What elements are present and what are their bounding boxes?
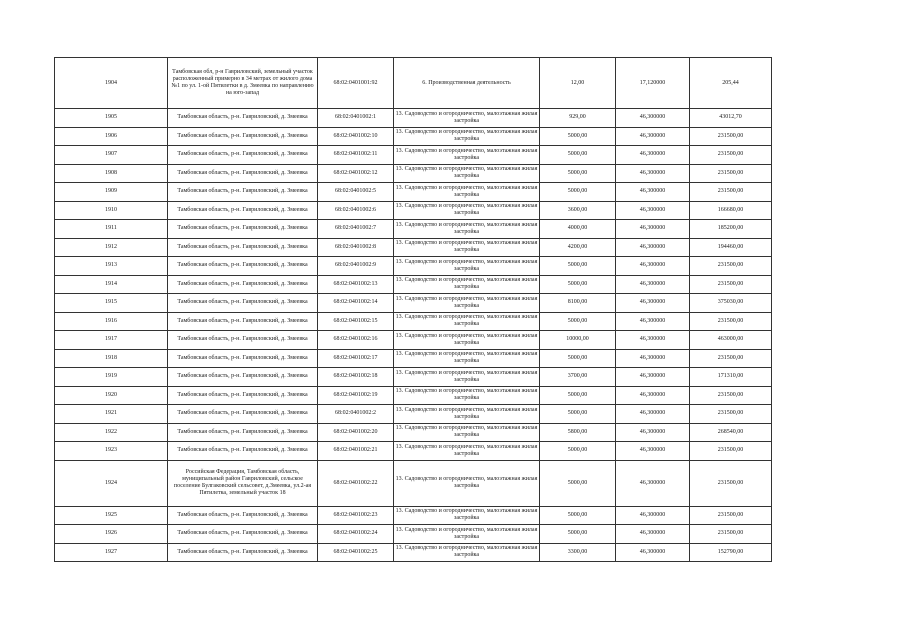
address-cell: Тамбовская область, р-н. Гавриловский, д. Змеевка bbox=[168, 423, 318, 442]
table-row bbox=[55, 58, 772, 109]
cadastral-value-cell: 43012,70 bbox=[690, 109, 772, 128]
area-cell: 4200,00 bbox=[540, 238, 616, 257]
cadastral-value-cell: 231500,00 bbox=[690, 275, 772, 294]
row-number: 1917 bbox=[55, 331, 168, 350]
row-number: 1910 bbox=[55, 201, 168, 220]
specific-value-cell: 46,300000 bbox=[616, 543, 690, 562]
row-number: 1914 bbox=[55, 275, 168, 294]
cadastral-value-cell: 231500,00 bbox=[690, 460, 772, 506]
table-row bbox=[55, 220, 772, 239]
address-cell: Тамбовская область, р-н. Гавриловский, д. Змеевка bbox=[168, 127, 318, 146]
area-cell: 5000,00 bbox=[540, 257, 616, 276]
specific-value-cell: 46,300000 bbox=[616, 294, 690, 313]
table-row bbox=[55, 349, 772, 368]
row-number: 1921 bbox=[55, 405, 168, 424]
land-use-cell: 13. Садоводство и огородничество, малоэтажная жилая застройка bbox=[394, 183, 540, 202]
cadastral-value-cell: 185200,00 bbox=[690, 220, 772, 239]
cadastral-number-cell: 68:02:0401002:11 bbox=[318, 146, 394, 165]
area-cell: 5000,00 bbox=[540, 386, 616, 405]
row-number: 1926 bbox=[55, 525, 168, 544]
area-cell: 3700,00 bbox=[540, 368, 616, 387]
area-cell: 3300,00 bbox=[540, 543, 616, 562]
address-cell: Тамбовская область, р-н. Гавриловский, д. Змеевка bbox=[168, 405, 318, 424]
land-use-cell: 13. Садоводство и огородничество, малоэтажная жилая застройка bbox=[394, 257, 540, 276]
address-cell: Тамбовская область, р-н. Гавриловский, д. Змеевка bbox=[168, 275, 318, 294]
cadastral-value-cell: 231500,00 bbox=[690, 146, 772, 165]
row-number: 1916 bbox=[55, 312, 168, 331]
address-cell: Тамбовская область, р-н. Гавриловский, д. Змеевка bbox=[168, 183, 318, 202]
cadastral-number-cell: 68:02:0401002:12 bbox=[318, 164, 394, 183]
address-cell: Тамбовская область, р-н. Гавриловский, д. Змеевка bbox=[168, 442, 318, 461]
land-use-cell: 13. Садоводство и огородничество, малоэтажная жилая застройка bbox=[394, 386, 540, 405]
area-cell: 5000,00 bbox=[540, 506, 616, 525]
cadastral-number-cell: 68:02:0401002:9 bbox=[318, 257, 394, 276]
cadastral-number-cell: 68:02:0401002:23 bbox=[318, 506, 394, 525]
area-cell: 5800,00 bbox=[540, 423, 616, 442]
cadastral-number-cell: 68:02:0401002:18 bbox=[318, 368, 394, 387]
cadastral-number-cell: 68:02:0401002:25 bbox=[318, 543, 394, 562]
table-row bbox=[55, 460, 772, 506]
cadastral-value-cell: 152790,00 bbox=[690, 543, 772, 562]
address-cell: Тамбовская обл, р-н Гавриловский, земельный участок расположенный примерно в 34 метрах от жилого дома №1 по ул. 1-ой Пятилетки в д. Змеевка по направлению на юго-запад bbox=[168, 58, 318, 109]
area-cell: 5000,00 bbox=[540, 312, 616, 331]
land-use-cell: 13. Садоводство и огородничество, малоэтажная жилая застройка bbox=[394, 220, 540, 239]
specific-value-cell: 46,300000 bbox=[616, 164, 690, 183]
row-number: 1923 bbox=[55, 442, 168, 461]
table-row bbox=[55, 294, 772, 313]
specific-value-cell: 46,300000 bbox=[616, 442, 690, 461]
table-row bbox=[55, 405, 772, 424]
row-number: 1909 bbox=[55, 183, 168, 202]
specific-value-cell: 46,300000 bbox=[616, 275, 690, 294]
address-cell: Тамбовская область, р-н. Гавриловский, д. Змеевка bbox=[168, 506, 318, 525]
address-cell: Тамбовская область, р-н. Гавриловский, д. Змеевка bbox=[168, 238, 318, 257]
cadastral-value-cell: 268540,00 bbox=[690, 423, 772, 442]
table-row bbox=[55, 275, 772, 294]
address-cell: Тамбовская область, р-н. Гавриловский, д. Змеевка bbox=[168, 386, 318, 405]
cadastral-value-cell: 205,44 bbox=[690, 58, 772, 109]
specific-value-cell: 46,300000 bbox=[616, 506, 690, 525]
cadastral-value-cell: 231500,00 bbox=[690, 312, 772, 331]
table-row bbox=[55, 257, 772, 276]
area-cell: 5000,00 bbox=[540, 442, 616, 461]
address-cell: Тамбовская область, р-н. Гавриловский, д. Змеевка bbox=[168, 146, 318, 165]
specific-value-cell: 46,300000 bbox=[616, 201, 690, 220]
land-use-cell: 13. Садоводство и огородничество, малоэтажная жилая застройка bbox=[394, 164, 540, 183]
land-use-cell: 13. Садоводство и огородничество, малоэтажная жилая застройка bbox=[394, 460, 540, 506]
land-use-cell: 13. Садоводство и огородничество, малоэтажная жилая застройка bbox=[394, 405, 540, 424]
area-cell: 5000,00 bbox=[540, 525, 616, 544]
area-cell: 10000,00 bbox=[540, 331, 616, 350]
land-use-cell: 13. Садоводство и огородничество, малоэтажная жилая застройка bbox=[394, 331, 540, 350]
table-row bbox=[55, 201, 772, 220]
land-use-cell: 13. Садоводство и огородничество, малоэтажная жилая застройка bbox=[394, 506, 540, 525]
row-number: 1924 bbox=[55, 460, 168, 506]
land-use-cell: 13. Садоводство и огородничество, малоэтажная жилая застройка bbox=[394, 349, 540, 368]
row-number: 1918 bbox=[55, 349, 168, 368]
specific-value-cell: 46,300000 bbox=[616, 368, 690, 387]
area-cell: 5000,00 bbox=[540, 183, 616, 202]
address-cell: Тамбовская область, р-н. Гавриловский, д. Змеевка bbox=[168, 331, 318, 350]
cadastral-value-cell: 231500,00 bbox=[690, 405, 772, 424]
area-cell: 5000,00 bbox=[540, 146, 616, 165]
specific-value-cell: 46,300000 bbox=[616, 312, 690, 331]
table-row bbox=[55, 442, 772, 461]
area-cell: 5000,00 bbox=[540, 127, 616, 146]
row-number: 1906 bbox=[55, 127, 168, 146]
area-cell: 4000,00 bbox=[540, 220, 616, 239]
row-number: 1912 bbox=[55, 238, 168, 257]
address-cell: Тамбовская область, р-н. Гавриловский, д. Змеевка bbox=[168, 368, 318, 387]
specific-value-cell: 46,300000 bbox=[616, 127, 690, 146]
table-row bbox=[55, 506, 772, 525]
row-number: 1925 bbox=[55, 506, 168, 525]
land-use-cell: 13. Садоводство и огородничество, малоэтажная жилая застройка bbox=[394, 275, 540, 294]
cadastral-number-cell: 68:02:0401002:14 bbox=[318, 294, 394, 313]
address-cell: Тамбовская область, р-н. Гавриловский, д. Змеевка bbox=[168, 543, 318, 562]
specific-value-cell: 46,300000 bbox=[616, 349, 690, 368]
cadastral-number-cell: 68:02:0401002:15 bbox=[318, 312, 394, 331]
land-use-cell: 13. Садоводство и огородничество, малоэтажная жилая застройка bbox=[394, 312, 540, 331]
cadastral-number-cell: 68:02:0401002:22 bbox=[318, 460, 394, 506]
table-row bbox=[55, 525, 772, 544]
specific-value-cell: 17,120000 bbox=[616, 58, 690, 109]
area-cell: 5000,00 bbox=[540, 405, 616, 424]
cadastral-number-cell: 68:02:0401002:2 bbox=[318, 405, 394, 424]
cadastral-value-cell: 194460,00 bbox=[690, 238, 772, 257]
row-number: 1905 bbox=[55, 109, 168, 128]
table-row bbox=[55, 127, 772, 146]
land-use-cell: 13. Садоводство и огородничество, малоэтажная жилая застройка bbox=[394, 146, 540, 165]
cadastral-number-cell: 68:02:0401002:21 bbox=[318, 442, 394, 461]
row-number: 1919 bbox=[55, 368, 168, 387]
land-use-cell: 13. Садоводство и огородничество, малоэтажная жилая застройка bbox=[394, 238, 540, 257]
cadastral-number-cell: 68:02:0401002:1 bbox=[318, 109, 394, 128]
cadastral-number-cell: 68:02:0401002:7 bbox=[318, 220, 394, 239]
specific-value-cell: 46,300000 bbox=[616, 405, 690, 424]
address-cell: Тамбовская область, р-н. Гавриловский, д. Змеевка bbox=[168, 257, 318, 276]
row-number: 1927 bbox=[55, 543, 168, 562]
cadastral-number-cell: 68:02:0401001:92 bbox=[318, 58, 394, 109]
cadastral-value-cell: 231500,00 bbox=[690, 127, 772, 146]
specific-value-cell: 46,300000 bbox=[616, 183, 690, 202]
cadastral-number-cell: 68:02:0401002:19 bbox=[318, 386, 394, 405]
cadastral-number-cell: 68:02:0401002:8 bbox=[318, 238, 394, 257]
table-row bbox=[55, 146, 772, 165]
table-row bbox=[55, 238, 772, 257]
table-row bbox=[55, 312, 772, 331]
land-use-cell: 13. Садоводство и огородничество, малоэтажная жилая застройка bbox=[394, 127, 540, 146]
cadastral-value-cell: 231500,00 bbox=[690, 525, 772, 544]
row-number: 1920 bbox=[55, 386, 168, 405]
cadastral-value-table bbox=[54, 57, 772, 562]
cadastral-number-cell: 68:02:0401002:13 bbox=[318, 275, 394, 294]
cadastral-number-cell: 68:02:0401002:5 bbox=[318, 183, 394, 202]
cadastral-value-cell: 231500,00 bbox=[690, 386, 772, 405]
cadastral-number-cell: 68:02:0401002:10 bbox=[318, 127, 394, 146]
cadastral-number-cell: 68:02:0401002:24 bbox=[318, 525, 394, 544]
address-cell: Тамбовская область, р-н. Гавриловский, д. Змеевка bbox=[168, 201, 318, 220]
row-number: 1922 bbox=[55, 423, 168, 442]
specific-value-cell: 46,300000 bbox=[616, 146, 690, 165]
cadastral-number-cell: 68:02:0401002:17 bbox=[318, 349, 394, 368]
address-cell: Тамбовская область, р-н. Гавриловский, д. Змеевка bbox=[168, 312, 318, 331]
land-use-cell: 13. Садоводство и огородничество, малоэтажная жилая застройка bbox=[394, 442, 540, 461]
specific-value-cell: 46,300000 bbox=[616, 257, 690, 276]
land-use-cell: 6. Производственная деятельность bbox=[394, 58, 540, 109]
row-number: 1907 bbox=[55, 146, 168, 165]
specific-value-cell: 46,300000 bbox=[616, 331, 690, 350]
table-body bbox=[55, 58, 772, 562]
area-cell: 5000,00 bbox=[540, 460, 616, 506]
address-cell: Тамбовская область, р-н. Гавриловский, д. Змеевка bbox=[168, 220, 318, 239]
address-cell: Российская Федерация, Тамбовская область, муниципальный район Гавриловский, сельское поселение Булгаковский сельсовет, д.Змеевка, ул.2-ая Пятилетка, земельный участок 18 bbox=[168, 460, 318, 506]
row-number: 1915 bbox=[55, 294, 168, 313]
address-cell: Тамбовская область, р-н. Гавриловский, д. Змеевка bbox=[168, 525, 318, 544]
cadastral-value-cell: 231500,00 bbox=[690, 183, 772, 202]
land-use-cell: 13. Садоводство и огородничество, малоэтажная жилая застройка bbox=[394, 109, 540, 128]
cadastral-number-cell: 68:02:0401002:6 bbox=[318, 201, 394, 220]
cadastral-value-cell: 166680,00 bbox=[690, 201, 772, 220]
area-cell: 8100,00 bbox=[540, 294, 616, 313]
row-number: 1904 bbox=[55, 58, 168, 109]
cadastral-value-cell: 231500,00 bbox=[690, 506, 772, 525]
row-number: 1913 bbox=[55, 257, 168, 276]
cadastral-value-cell: 171310,00 bbox=[690, 368, 772, 387]
address-cell: Тамбовская область, р-н. Гавриловский, д. Змеевка bbox=[168, 294, 318, 313]
specific-value-cell: 46,300000 bbox=[616, 220, 690, 239]
cadastral-value-cell: 375030,00 bbox=[690, 294, 772, 313]
specific-value-cell: 46,300000 bbox=[616, 109, 690, 128]
table-row bbox=[55, 543, 772, 562]
address-cell: Тамбовская область, р-н. Гавриловский, д. Змеевка bbox=[168, 164, 318, 183]
area-cell: 3600,00 bbox=[540, 201, 616, 220]
area-cell: 5000,00 bbox=[540, 349, 616, 368]
specific-value-cell: 46,300000 bbox=[616, 386, 690, 405]
area-cell: 929,00 bbox=[540, 109, 616, 128]
row-number: 1911 bbox=[55, 220, 168, 239]
table-row bbox=[55, 368, 772, 387]
land-use-cell: 13. Садоводство и огородничество, малоэтажная жилая застройка bbox=[394, 368, 540, 387]
cadastral-number-cell: 68:02:0401002:16 bbox=[318, 331, 394, 350]
land-use-cell: 13. Садоводство и огородничество, малоэтажная жилая застройка bbox=[394, 525, 540, 544]
area-cell: 5000,00 bbox=[540, 164, 616, 183]
table-row bbox=[55, 386, 772, 405]
land-use-cell: 13. Садоводство и огородничество, малоэтажная жилая застройка bbox=[394, 201, 540, 220]
table-row bbox=[55, 164, 772, 183]
table-row bbox=[55, 109, 772, 128]
land-use-cell: 13. Садоводство и огородничество, малоэтажная жилая застройка bbox=[394, 423, 540, 442]
cadastral-value-cell: 231500,00 bbox=[690, 257, 772, 276]
cadastral-value-cell: 231500,00 bbox=[690, 349, 772, 368]
cadastral-value-cell: 463000,00 bbox=[690, 331, 772, 350]
area-cell: 5000,00 bbox=[540, 275, 616, 294]
table-row bbox=[55, 423, 772, 442]
table-row bbox=[55, 331, 772, 350]
cadastral-value-cell: 231500,00 bbox=[690, 164, 772, 183]
table-row bbox=[55, 183, 772, 202]
specific-value-cell: 46,300000 bbox=[616, 423, 690, 442]
row-number: 1908 bbox=[55, 164, 168, 183]
land-use-cell: 13. Садоводство и огородничество, малоэтажная жилая застройка bbox=[394, 294, 540, 313]
specific-value-cell: 46,300000 bbox=[616, 460, 690, 506]
specific-value-cell: 46,300000 bbox=[616, 238, 690, 257]
land-use-cell: 13. Садоводство и огородничество, малоэтажная жилая застройка bbox=[394, 543, 540, 562]
cadastral-number-cell: 68:02:0401002:20 bbox=[318, 423, 394, 442]
specific-value-cell: 46,300000 bbox=[616, 525, 690, 544]
area-cell: 12,00 bbox=[540, 58, 616, 109]
address-cell: Тамбовская область, р-н. Гавриловский, д. Змеевка bbox=[168, 109, 318, 128]
address-cell: Тамбовская область, р-н. Гавриловский, д. Змеевка bbox=[168, 349, 318, 368]
cadastral-value-cell: 231500,00 bbox=[690, 442, 772, 461]
